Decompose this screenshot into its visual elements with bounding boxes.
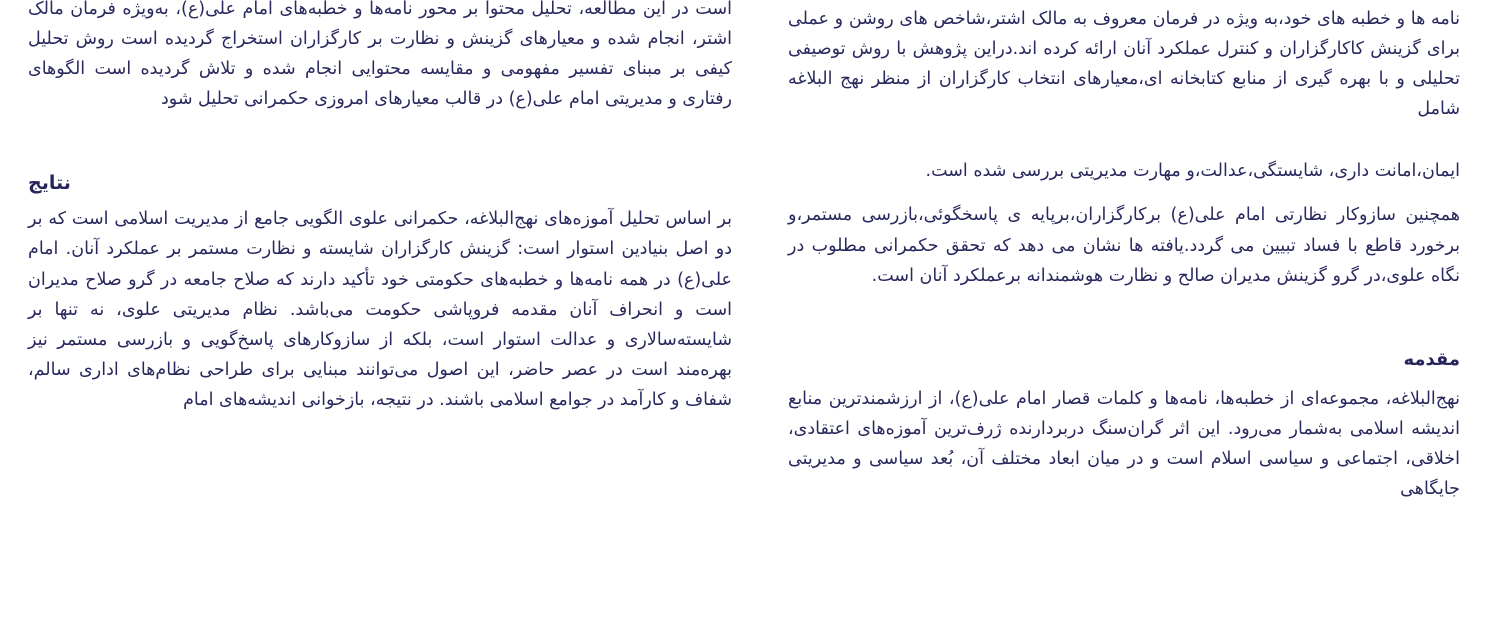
left-results-paragraph-1: بر اساس تحلیل آموزه‌های نهج‌البلاغه، حکمرانی علوی الگویی جامع از مدیریت اسلامی است که بر دو اصل بنیادین استوار است: گزینش کارگزاران شایسته و نظارت مستمر بر عملکرد آنان. امام علی(ع) در همه نامه‌ها و خطبه‌های حکومتی خود تأکید دارند که صلاح جامعه در گرو صلاح مدیران است و انحراف آنان مقدمه فروپاشی حکومت می‌باشد. نظام مدیریتی علوی، نه تنها بر شایسته‌سالاری و عدالت استوار است، بلکه از سازوکارهای پاسخ‌گویی و بازرسی مستمر نیز بهره‌مند است در عصر حاضر، این اصول می‌توانند مبنایی برای طراحی نظام‌های اداری سالم، شفاف و کارآمد در جوامع اسلامی باشند. در نتیجه، بازخوانی اندیشه‌های امام	[28, 209, 732, 410]
left-gap-1	[28, 128, 732, 172]
section-heading-introduction: مقدمه	[1403, 348, 1460, 370]
right-intro-paragraph-1: نهج‌البلاغه، مجموعه‌ای از خطبه‌ها، نامه‌ها و کلمات قصار امام علی(ع)، از ارزشمندترین منابع اندیشه اسلامی به‌شمار می‌رود. این اثر گران‌سنگ دربردارنده ژرف‌ترین آموزه‌های اعتقادی، اخلاقی، اجتماعی و سیاسی اسلام است و در میان ابعاد مختلف آن، بُعد سیاسی و مدیریتی جایگاهی	[788, 388, 1460, 500]
right-column	[770, 0, 1500, 518]
right-paragraph-2: ایمان،امانت داری، شایستگی،عدالت،و مهارت مدیریتی بررسی شده است.	[925, 161, 1460, 182]
right-paragraph-1: نامه ها و خطبه های خود،به ویژه در فرمان معروف به مالک اشتر،شاخص های روشن و عملی برای گزینش کاکارگزاران و کنترل عملکرد آنان ارائه کرده اند.دراین پژوهش با روش توصیفی تحلیلی و با بهره گیری از منابع کتابخانه ای،معیارهای انتخاب کارگزاران از منظر نهج البلاغه شامل	[788, 9, 1460, 120]
section-heading-results: نتایج	[28, 172, 71, 195]
right-paragraph-3: همچنین سازوکار نظارتی امام علی(ع) برکارگزاران،برپایه ی پاسخگوئی،بازرسی مستمر،و برخورد قاطع با فساد تبیین می گردد.یافته ها نشان می دهد که تحقق حکمرانی مطلوب در نگاه علوی،در گرو گزینش مدیران صالح و نظارت هوشمندانه برعملکرد آنان است.	[788, 205, 1460, 286]
left-top-paragraph: است در این مطالعه، تحلیل محتوا بر محور نامه‌ها و خطبه‌های امام علی(ع)، به‌ویژه فرمان مالک اشتر، انجام شده و معیارهای گزینش و نظارت بر کارگزاران استخراج گردیده است روش تحلیل کیفی بر مبنای تفسیر مفهومی و مقایسه محتوایی انجام شده و تلاش گردیده است الگوهای رفتاری و مدیریتی امام علی(ع) در قالب معیارهای امروزی حکمرانی تحلیل شود	[28, 0, 732, 110]
right-gap-1	[788, 138, 1460, 156]
right-gap-2	[788, 305, 1460, 349]
left-column	[0, 0, 750, 429]
